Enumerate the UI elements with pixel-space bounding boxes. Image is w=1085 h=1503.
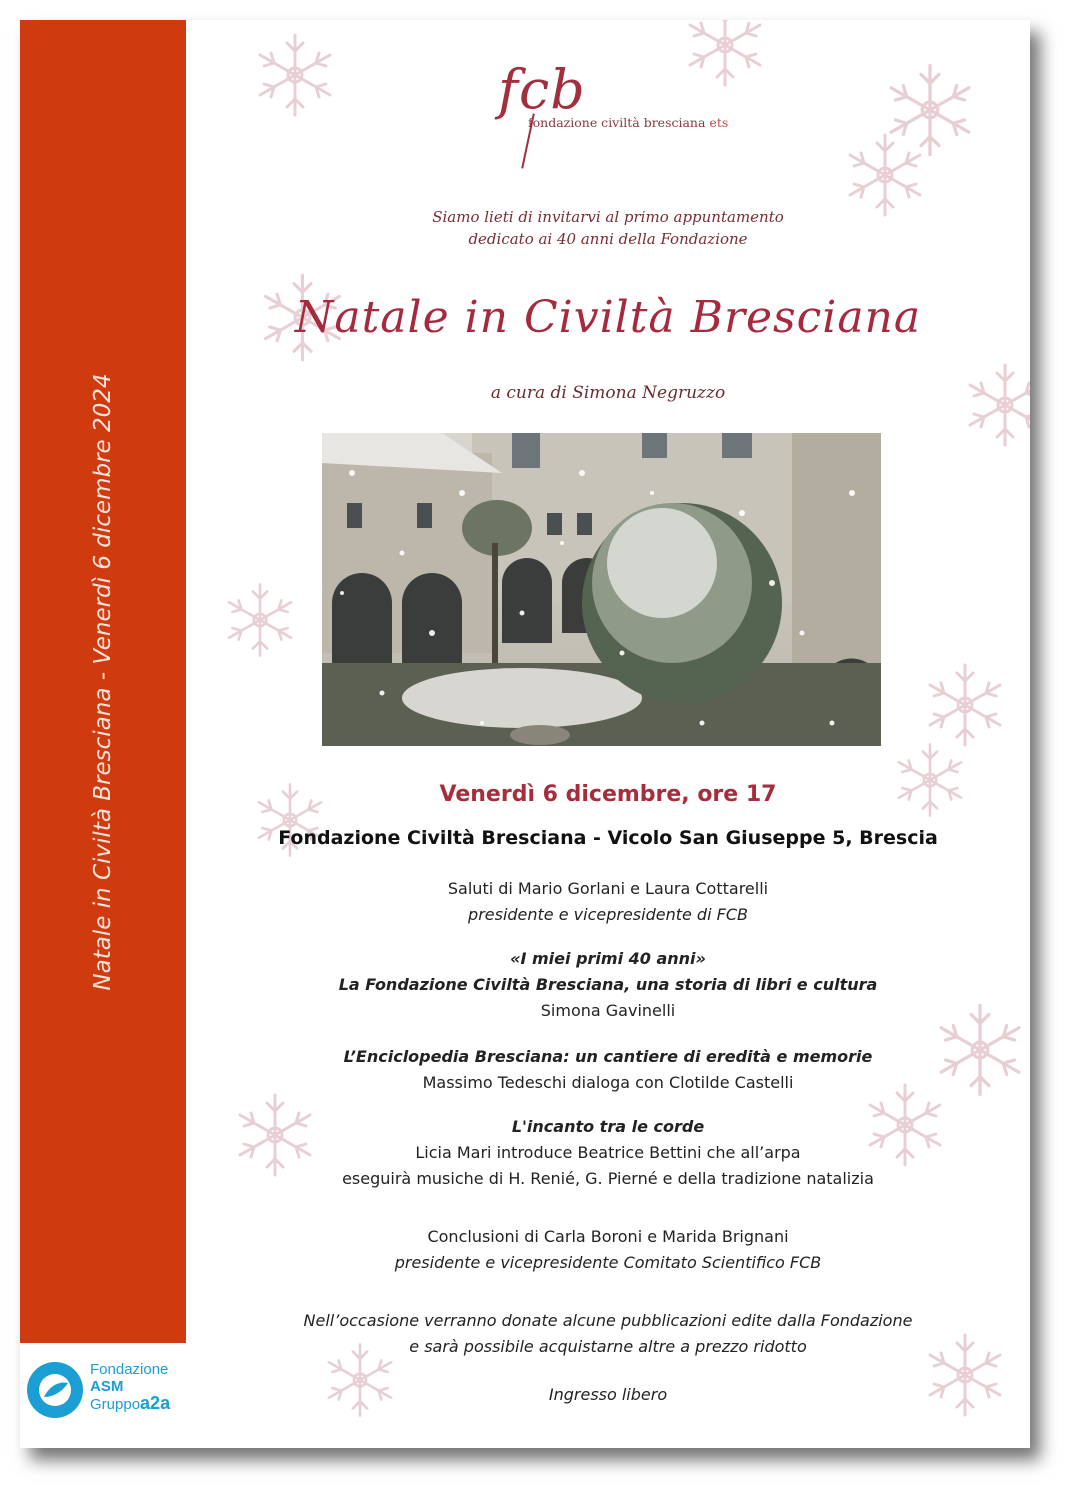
talk3-title: L'incanto tra le corde	[511, 1117, 705, 1136]
talk1-speaker: Simona Gavinelli	[540, 1001, 676, 1020]
entry-note: Ingresso libero	[548, 1385, 668, 1404]
closing-role: presidente e vicepresidente Comitato Scientifico FCB	[394, 1253, 822, 1272]
invite-line2: dedicato ai 40 anni della Fondazione	[468, 230, 748, 248]
invitation-page	[20, 20, 1030, 1448]
greet-line: Saluti di Mario Gorlani e Laura Cottarelli	[447, 879, 769, 898]
fcb-logo-mark: fcb	[498, 58, 586, 121]
invite-line1: Siamo lieti di invitarvi al primo appuntamento	[432, 208, 784, 226]
sponsor-logo	[20, 1343, 186, 1448]
fondazione-asm-logo-icon	[24, 1359, 86, 1421]
program-greetings	[186, 876, 1030, 928]
sponsor-text	[90, 1361, 170, 1413]
sponsor-line1: Fondazione	[90, 1361, 169, 1378]
note-line2: e sarà possibile acquistarne altre a prezzo ridotto	[409, 1337, 807, 1356]
logo-ets: ets	[709, 115, 729, 130]
program-talk1	[186, 946, 1030, 1024]
program-closing	[186, 1224, 1030, 1276]
snowflake-icon	[250, 30, 340, 120]
event-date: Venerdì 6 dicembre, ore 17	[439, 782, 777, 807]
talk3-line2: eseguirà musiche di H. Renié, G. Pierné e della tradizione natalizia	[342, 1169, 874, 1188]
curator: a cura di Simona Negruzzo	[490, 383, 726, 403]
logo-subtitle-text: fondazione civiltà bresciana	[528, 115, 706, 130]
sponsor-line2: ASM	[90, 1378, 124, 1395]
talk1-quote: «I miei primi 40 anni»	[510, 949, 706, 968]
talk1-title: La Fondazione Civiltà Bresciana, una storia di libri e cultura	[338, 975, 878, 994]
snowflake-icon	[920, 660, 1010, 750]
talk2-speaker: Massimo Tedeschi dialoga con Clotilde Castelli	[422, 1073, 794, 1092]
closing-line: Conclusioni di Carla Boroni e Marida Brignani	[427, 1227, 789, 1246]
event-venue: Fondazione Civiltà Bresciana - Vicolo San Giuseppe 5, Brescia	[278, 827, 938, 849]
sponsor-a2a: a2a	[140, 1393, 171, 1413]
snowflake-icon	[220, 580, 300, 660]
logo-subtitle	[528, 115, 728, 130]
event-title: Natale in Civiltà Bresciana	[294, 292, 922, 343]
program-talk3	[186, 1114, 1030, 1192]
talk3-line1: Licia Mari introduce Beatrice Bettini che all’arpa	[415, 1143, 801, 1162]
greet-role: presidente e vicepresidente di FCB	[468, 905, 748, 924]
side-band-text: Natale in Civiltà Bresciana - Venerdì 6 dicembre 2024	[90, 373, 116, 991]
program-note	[186, 1308, 1030, 1360]
side-band	[20, 20, 186, 1343]
sponsor-line3: Gruppo	[90, 1396, 141, 1413]
snowy-cloister-photo	[322, 433, 881, 746]
snowflake-icon	[960, 360, 1030, 450]
note-line1: Nell’occasione verranno donate alcune pubblicazioni edite dalla Fondazione	[303, 1311, 913, 1330]
snowflake-icon	[680, 20, 770, 90]
program-talk2	[186, 1044, 1030, 1096]
invite-text	[186, 206, 1030, 250]
talk2-title: L’Enciclopedia Bresciana: un cantiere di eredità e memorie	[343, 1047, 873, 1066]
